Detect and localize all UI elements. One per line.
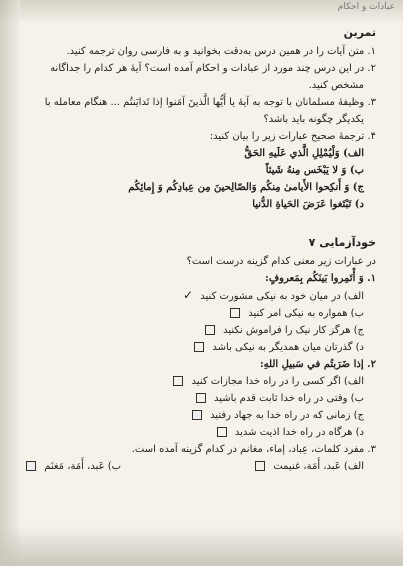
option-text: الف) اگر کسی را در راه خدا مجازات کنید <box>191 376 364 387</box>
question-2-option-b <box>26 391 376 406</box>
page-content <box>26 18 376 476</box>
binding-fold <box>0 0 20 566</box>
option-text: د) گذرتان میان همدیگر به نیکی باشد <box>212 342 364 353</box>
question-2: ۲. إذا ضَرَبتُم في سَبيلِ اللهِ: <box>259 359 376 370</box>
checkbox-icon <box>255 461 265 471</box>
checkbox-icon <box>217 427 227 437</box>
exercise-2-line-1: ۲. در این درس چند مورد از عبادات و احکام آمده است؟ آیهٔ هر کدام را جداگانه <box>50 63 376 74</box>
exercise-3-line-1: ۳. وظیفهٔ مسلمانان با توجه به آیهٔ یا أَیُّها الَّذینَ آمَنوا إذا تَدایَنتُم ... هنگام معامله با <box>44 97 376 108</box>
exercise-4-d: د) تَبْتَغوا عَرَضَ الحَياةِ الدُّنيا <box>252 199 364 210</box>
option-text: ب) عَبد، أَمَة، مَغنَم <box>44 461 122 472</box>
question-1-option-b <box>26 306 376 321</box>
checkmark-icon: ✓ <box>183 288 194 302</box>
question-1: ۱. وَ أْتَمِروا بَينَكُم بِمَعروفٍ: <box>265 273 376 284</box>
running-head: عبادات و احکام <box>337 2 395 12</box>
option-text: الف) در میان خود به نیکی مشورت کنید <box>200 291 364 302</box>
checkbox-icon <box>173 376 183 386</box>
checked-checkbox-icon <box>192 410 202 420</box>
option-text: ب) وقتی در راه خدا ثابت قدم باشید <box>214 393 364 404</box>
option-text: ج) زمانی که در راه خدا به جهاد رفتید <box>210 410 364 421</box>
checked-checkbox-icon <box>26 461 36 471</box>
checkbox-icon <box>194 342 204 352</box>
question-1-option-c <box>26 323 376 338</box>
section-gap <box>26 214 376 228</box>
question-2-option-c <box>26 408 376 423</box>
question-3-option-b <box>26 459 121 474</box>
checkbox-icon <box>230 308 240 318</box>
exercise-4: ۴. ترجمهٔ صحیح عبارات زیر را بیان کنید: <box>209 131 376 142</box>
question-1-option-a <box>26 288 376 304</box>
exercises-heading: تمرین <box>343 26 376 39</box>
checkbox-icon <box>196 393 206 403</box>
self-test-intro: در عبارات زیر معنی کدام گزینه درست است؟ <box>186 256 376 267</box>
exercise-3-line-2: یکدیگر چگونه باید باشد؟ <box>263 114 364 125</box>
self-test-heading: خودآزمایی ۷ <box>308 236 376 249</box>
page-bottom-shadow <box>0 526 403 566</box>
question-3: ۳. مفرد کلمات، عِباد، إماء، مغانم در کدام گزینه آمده است. <box>131 444 376 455</box>
question-1-option-d <box>26 340 376 355</box>
question-3-option-a <box>255 459 364 474</box>
exercise-4-c: ج) وَ أَنكِحوا الأَيامىٰ مِنكُم وَالصّالِحينَ مِن عِبادِكُم وَ إِمائِكُم <box>128 182 364 193</box>
option-text: ج) هرگز کار نیک را فراموش نکنید <box>223 325 364 336</box>
exercise-2-line-2: مشخص کنید. <box>308 80 364 91</box>
checkbox-icon <box>205 325 215 335</box>
question-3-options <box>26 459 376 474</box>
option-text: ب) همواره به نیکی امر کنید <box>248 308 364 319</box>
question-2-option-d <box>26 425 376 440</box>
exercise-4-a: الف) وَلْيُمْلِلِ الَّذي عَلَيهِ الحَقُّ <box>244 148 364 159</box>
option-text: د) هرگاه در راه خدا اذیت شدید <box>234 427 364 438</box>
option-text: الف) عَبد، أَمَة، غنیمت <box>273 461 364 472</box>
exercise-4-b: ب) وَ لا يَبْخَس مِنهُ شَيئاً <box>265 165 364 176</box>
question-2-option-a <box>26 374 376 389</box>
exercise-1: ۱. متن آیات را در همین درس به‌دقت بخوانید و به فارسی روان ترجمه کنید. <box>66 46 376 57</box>
